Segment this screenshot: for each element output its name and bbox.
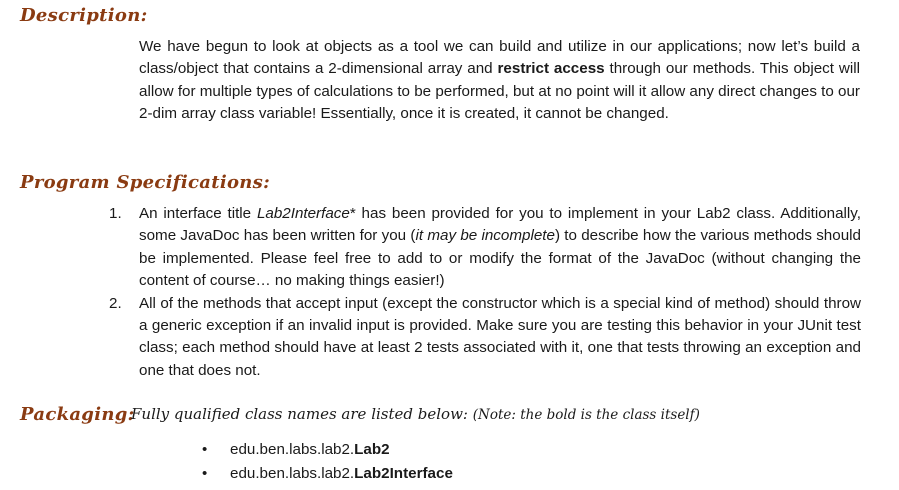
interface-name: Lab2Interface: [256, 205, 350, 222]
packaging-heading: Packaging:: [20, 404, 135, 425]
incomplete-note: it may be incomplete: [415, 227, 555, 245]
specifications-heading: Program Specifications:: [20, 172, 271, 193]
list-item-text: All of the methods that accept input (except the constructor which is a special kind of method) should throw a generic exception if an invalid input is provided. Make sure you are testing this behavior in your JUnit test class; each method should have at least 2 tests associated with it, one that tests throwing an exception and one that does not.: [139, 294, 861, 379]
class-name: Lab2: [354, 441, 390, 458]
list-item-text: ) to describe how the various methods should be implemented. Please feel free to add to or modify the format of the JavaDoc (without changing the content of course… no making things easier!): [139, 227, 861, 290]
list-item-text: An interface title: [139, 205, 257, 222]
packaging-note-small: (Note: the bold is the class itself): [472, 407, 700, 423]
specifications-list: [109, 203, 861, 382]
list-item: [200, 462, 453, 486]
class-prefix: edu.ben.labs.lab2.: [230, 441, 355, 458]
description-text-1: We have begun to look at objects as a tool we can build and utilize in our applications; now let’s build a class/object that contains a 2-dimensional array and: [139, 38, 860, 78]
list-item-number: 2.: [109, 294, 122, 312]
list-item-number: 1.: [109, 205, 122, 222]
bullet-icon: •: [202, 441, 208, 458]
class-name: Lab2Interface: [354, 465, 453, 482]
list-item-text: * has been provided for you to implement in your Lab2 class. Additionally, some JavaDoc has been written for you (: [139, 205, 861, 245]
list-item: [109, 293, 861, 383]
description-heading: Description:: [20, 5, 148, 26]
class-prefix: edu.ben.labs.lab2.: [230, 465, 355, 482]
list-item: [200, 438, 453, 462]
description-text-2: through our methods. This object will allow for multiple types of calculations to be performed, but at no point will it allow any direct changes to our 2-dim array class variable! Essentially, once it is created, it cannot be changed.: [139, 60, 860, 123]
description-bold: restrict access: [497, 60, 605, 78]
list-item: [109, 203, 861, 293]
packaging-note-text: Fully qualified class names are listed below:: [131, 405, 468, 423]
bullet-icon: •: [202, 465, 208, 482]
description-paragraph: [139, 36, 860, 126]
class-names-list: [200, 438, 453, 486]
packaging-note: [131, 405, 700, 423]
